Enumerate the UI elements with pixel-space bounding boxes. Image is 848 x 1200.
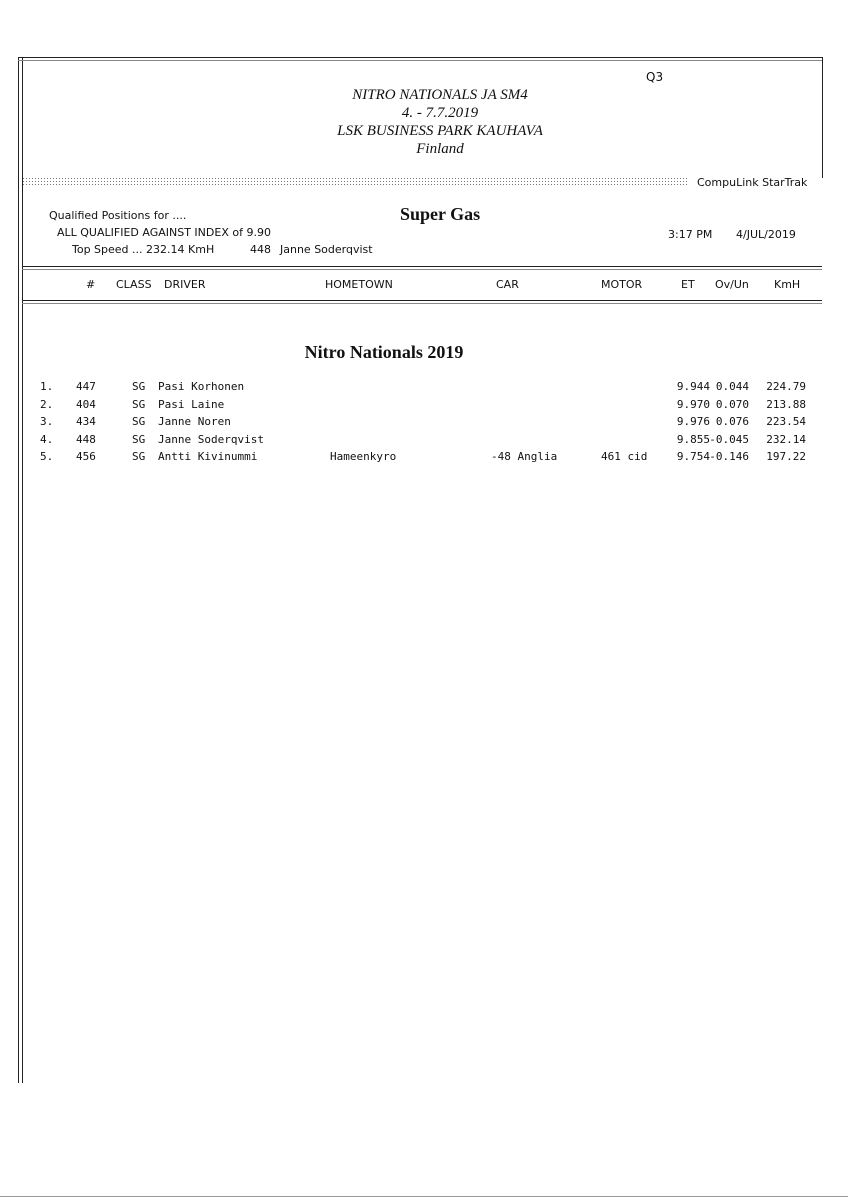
cell-et: 9.944 [676, 380, 710, 393]
col-driver: DRIVER [164, 278, 206, 291]
col-kmh: KmH [774, 278, 801, 291]
cell-et: 9.976 [676, 415, 710, 428]
header-rule-bottom-2 [22, 303, 822, 304]
cell-num: 404 [76, 397, 96, 411]
event-country: Finland [416, 141, 464, 157]
right-border [822, 58, 823, 178]
col-num: # [86, 278, 96, 291]
table-row [0, 380, 848, 397]
left-border-inner [22, 58, 23, 1083]
col-class: CLASS [116, 278, 152, 291]
cell-pos: 3. [40, 415, 54, 428]
cell-ovun: 0.044 [715, 380, 749, 393]
cell-kmh: 224.79 [766, 380, 806, 393]
cell-class: SG [132, 415, 146, 428]
left-border-outer [18, 58, 19, 1083]
qualifier-label: Q3 [646, 70, 664, 84]
cell-class: SG [132, 397, 146, 411]
cell-hometown: Hameenkyro [330, 450, 397, 463]
cell-ovun: -0.045 [709, 432, 749, 446]
header-rule-top [22, 266, 822, 267]
cell-num: 447 [76, 380, 96, 393]
cell-kmh: 213.88 [766, 397, 806, 411]
cell-num: 448 [76, 432, 96, 446]
cell-driver: Janne Soderqvist [158, 432, 264, 446]
col-car: CAR [496, 278, 519, 291]
cell-kmh: 223.54 [766, 415, 806, 428]
cell-ovun: 0.076 [715, 415, 749, 428]
cell-car: -48 Anglia [491, 450, 558, 463]
section-title: Nitro Nationals 2019 [304, 342, 464, 362]
cell-pos: 4. [40, 432, 54, 446]
event-venue: LSK BUSINESS PARK KAUHAVA [337, 123, 543, 139]
cell-pos: 2. [40, 397, 54, 411]
cell-num: 434 [76, 415, 96, 428]
cell-kmh: 197.22 [766, 450, 806, 463]
cell-et: 9.970 [676, 397, 710, 411]
cell-class: SG [132, 380, 146, 393]
event-title: NITRO NATIONALS JA SM4 [352, 87, 528, 103]
cell-ovun: 0.070 [715, 397, 749, 411]
cell-num: 456 [76, 450, 96, 463]
cell-motor: 461 cid [601, 450, 648, 463]
top-border [18, 57, 823, 58]
cell-kmh: 232.14 [766, 432, 806, 446]
top-speed-car: 448 [250, 243, 271, 256]
event-dates: 4. - 7.7.2019 [401, 105, 479, 121]
report-date: 4/JUL/2019 [736, 228, 796, 241]
col-ovun: Ov/Un [715, 278, 749, 291]
header-rule-top-2 [22, 269, 822, 270]
software-label: CompuLink StarTrak [697, 176, 808, 189]
col-hometown: HOMETOWN [325, 278, 393, 291]
top-speed-driver: Janne Soderqvist [280, 243, 373, 256]
cell-driver: Pasi Korhonen [158, 380, 245, 393]
cell-driver: Antti Kivinummi [158, 450, 258, 463]
header-rule-bottom [22, 300, 822, 301]
table-row [0, 450, 848, 467]
qualified-label: Qualified Positions for .... [49, 209, 187, 222]
col-motor: MOTOR [601, 278, 643, 291]
report-time: 3:17 PM [668, 228, 713, 241]
cell-driver: Pasi Laine [158, 397, 225, 411]
page-bottom-rule [0, 1196, 848, 1197]
cell-pos: 1. [40, 380, 54, 393]
col-et: ET [681, 278, 695, 291]
table-row [0, 433, 848, 450]
cell-driver: Janne Noren [158, 415, 231, 428]
top-border-inner [18, 60, 823, 61]
cell-class: SG [132, 450, 146, 463]
class-title: Super Gas [400, 204, 481, 224]
top-speed-line: Top Speed ... 232.14 KmH [72, 243, 215, 256]
cell-et: 9.754 [676, 450, 710, 463]
cell-ovun: -0.146 [709, 450, 749, 463]
table-row [0, 415, 848, 432]
index-line: ALL QUALIFIED AGAINST INDEX of 9.90 [57, 226, 271, 239]
table-row [0, 398, 848, 415]
cell-class: SG [132, 432, 146, 446]
dotted-separator [22, 177, 689, 187]
cell-pos: 5. [40, 450, 54, 463]
cell-et: 9.855 [676, 432, 710, 446]
